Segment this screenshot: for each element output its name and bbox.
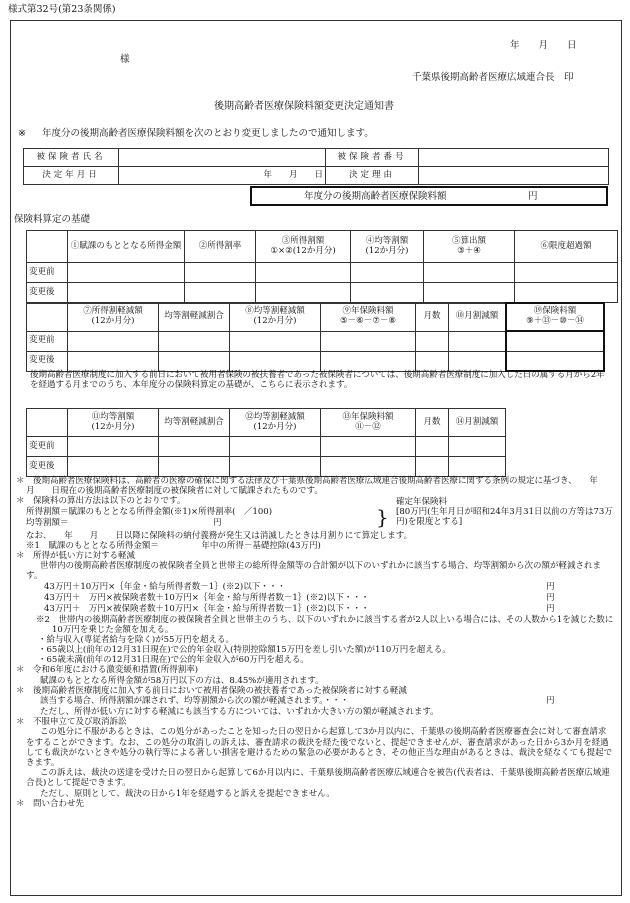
note: ＊ 後期高齢者医療保険料は、高齢者の医療の確保に関する法律及び千葉県後期高齢者医療広域連合後期高齢者医療に関する条例の規定に基づき、 年 月 日現在の後期高齢者医療制度の被保険者に対して賦課されたものです。 (16, 476, 615, 497)
note: ＊ 保険料の算出方法は以下のとおりです。 (16, 496, 186, 507)
note: ＊ 所得が低い方に対する軽減 (16, 550, 136, 561)
corner (27, 303, 68, 331)
number-label: 被保険者番号 (326, 149, 419, 167)
t3-header: ⑬年保険料額 ⑪－⑫ (321, 409, 416, 437)
note: ＊ 問い合わせ先 (16, 798, 85, 809)
annual-amount-box (250, 186, 608, 206)
date-line: 年 月 日 (510, 40, 577, 51)
t2-header: ⑧均等割軽減額 (12か月分) (230, 303, 321, 331)
basis-table-2 (26, 302, 605, 372)
basis-table-3 (26, 408, 506, 477)
note: 賦課のもととなる所得金額が58万円以下の方は、8.45%が適用されます。 (40, 675, 324, 686)
info-table (23, 148, 609, 185)
note-unit: 円 (546, 696, 555, 706)
notes-section (16, 476, 614, 809)
t1-header: ②所得割率 (185, 231, 256, 263)
intro-mark: ※ (18, 128, 26, 139)
brace: } (376, 504, 389, 529)
form-label: 様式第32号(第23条関係) (8, 4, 116, 15)
t1-header: ④均等割額 (12か月分) (351, 231, 424, 263)
note-unit: 円 (546, 592, 555, 603)
corner (27, 231, 68, 263)
t2-header: ⑦所得割軽減額 (12か月分) (68, 303, 159, 331)
basis-title: 保険料算定の基礎 (14, 214, 91, 225)
note-unit: 円 (546, 581, 555, 592)
t3-header: ⑭月割減額 (449, 409, 506, 437)
mid-text: 後期高齢者医療制度に加入する前日において被用者保険の被扶養者であった被保険者については、後期高齢者医療制度に加入した日の属する月から2年を経過する月までのうち、本年度分の保険料算定の基礎が、こちらに表示されます。 (30, 370, 605, 391)
t3-header: ⑪均等割額 (12か月分) (68, 409, 159, 437)
note: ただし、原則として、裁決の日から1年を経過すると訴えを提起できません。 (40, 788, 335, 799)
note: 43万円＋10万円×｛年金・給与所得者数－1｝(※2)以下・・・ (44, 581, 286, 592)
note: ※1 賦課のもととなる所得金額＝ 年中の所得－基礎控除(43万円) (26, 540, 321, 551)
decided-label: 決定年月日 (24, 167, 119, 185)
row-label: 変更後 (27, 351, 68, 371)
annual-label: 年度分の後期高齢者医療保険料額 (304, 191, 447, 202)
note: ・65歳未満(前年の12月31日現在)で公的年金収入が60万円を超える。 (38, 655, 309, 666)
row-label: 変更前 (27, 331, 68, 351)
note-unit: 円 (546, 603, 555, 614)
note: この処分に不服があるときは、この処分があったことを知った日の翌日から起算して3か月以内に、千葉県の後期高齢者医療審査会に対して審査請求をすることができます。なお、この処分の取消しの訴えは、審査請求の裁決を経た後でないと、提起できませんが、審査請求があった日から3か月を経過しても裁決がないときや処分の執行等による著しい損害を避けるための緊急の必要があるとき、その他正当な理由があるときは、裁決を経なくても提起できます。 (26, 727, 613, 768)
row-label: 変更前 (27, 263, 68, 283)
note: 世帯内の後期高齢者医療制度の被保険者全員と世帯主の総所得金額等の合計額が以下のいずれかに該当する場合、均等割額から次の額が軽減されます。 (26, 561, 602, 582)
note: 均等割額＝ 円 (26, 517, 222, 528)
corner (27, 409, 68, 437)
note: ・65歳以上(前年の12月31日現在)で公的年金収入(特別控除額15万円を差し引いた額)が110万円を超える。 (38, 645, 451, 656)
t1-header: ⑥限度超過額 (515, 231, 618, 263)
name-value (119, 149, 326, 167)
note: 確定年保険料 (396, 496, 448, 507)
issuer: 千葉県後期高齢者医療広域連合長 印 (412, 72, 574, 83)
t1-header: ⑤算出額 ③＋④ (424, 231, 515, 263)
t1-header: ③所得割額 ①×②(12か月分) (256, 231, 351, 263)
intro-text: 年度分の後期高齢者医療保険料額を次のとおり変更しましたので通知します。 (42, 128, 374, 139)
doc-title: 後期高齢者医療保険料額変更決定通知書 (214, 101, 394, 112)
t2-header: ⑩月割減額 (449, 303, 507, 331)
t2-header: 月数 (416, 303, 449, 331)
row-label: 変更前 (27, 437, 68, 457)
name-label: 被保険者氏名 (24, 149, 119, 167)
t3-header: 月数 (416, 409, 449, 437)
note: ※2 世帯内の後期高齢者医療制度の被保険者全員と世帯主のうち、以下のいずれかに該当する者が2人以上いる場合には、その人数から1を減じた数に10万円を乗じた金額を加える。 (36, 614, 614, 635)
note: この訴えは、裁決の送達を受けた日の翌日から起算して6か月以内に、千葉県後期高齢者医療広域連合を被告(代表者は、千葉県後期高齢者医療広域連合長)として提起できます。 (26, 768, 610, 789)
t2-header: 均等割軽減割合 (159, 303, 230, 331)
annual-unit: 円 (528, 191, 538, 202)
reason-value (419, 167, 609, 185)
note: ただし、所得が低い方に対する軽減にも該当する方については、いずれか大きい方の額が軽減されます。 (40, 707, 439, 717)
t3-header: 均等割軽減割合 (159, 409, 230, 437)
note: ＊ 令和6年度における激変緩和措置(所得割率) (16, 665, 199, 676)
note: ＊ 後期高齢者医療制度に加入する前日において被用者保険の被扶養者であった被保険者に対する軽減 (16, 685, 407, 696)
note: 所得割額＝賦課のもととなる所得金額(※1)×所得割率( ／100) (26, 506, 273, 517)
note: 43万円＋ 万円×被保険者数＋10万円×｛年金・給与所得者数－1｝(※2)以下・・・ (44, 603, 370, 614)
note: ・給与収入(専従者給与を除く)が55万円を超える。 (38, 634, 234, 645)
note: 該当する場合、所得割額が課されず、均等割額から次の額が軽減されます。・・・ (40, 696, 349, 706)
t2-header: ⑨年保険料額 ⑤－⑥－⑦－⑧ (321, 303, 416, 331)
note: 43万円＋ 万円×被保険者数＋10万円×｛年金・給与所得者数－1｝(※2)以下・・・ (44, 592, 370, 603)
note: ＊ 不服申立て及び取消訴訟 (16, 717, 127, 728)
t1-header: ①賦課のもととなる所得金額 (68, 231, 185, 263)
basis-table-1 (26, 230, 618, 303)
decided-value: 年 月 日 (119, 167, 326, 185)
reason-label: 決定理由 (326, 167, 419, 185)
row-label: 変更後 (27, 283, 68, 303)
number-value (419, 149, 609, 167)
note: [80万円(生年月日が昭和24年3月31日以前の方等は73万円)を限度とする] (396, 506, 613, 527)
t2-header: ⑲保険料額 ⑨＋⑬－⑩－⑭ (506, 303, 604, 331)
addressee-suffix: 様 (120, 54, 130, 65)
row-label: 変更後 (27, 457, 68, 477)
t3-header: ⑫均等割軽減額 (12か月分) (230, 409, 321, 437)
note: なお、 年 月 日以降に保険料の納付義務が発生又は消滅したときは月割りにて算定します。 (26, 530, 413, 541)
